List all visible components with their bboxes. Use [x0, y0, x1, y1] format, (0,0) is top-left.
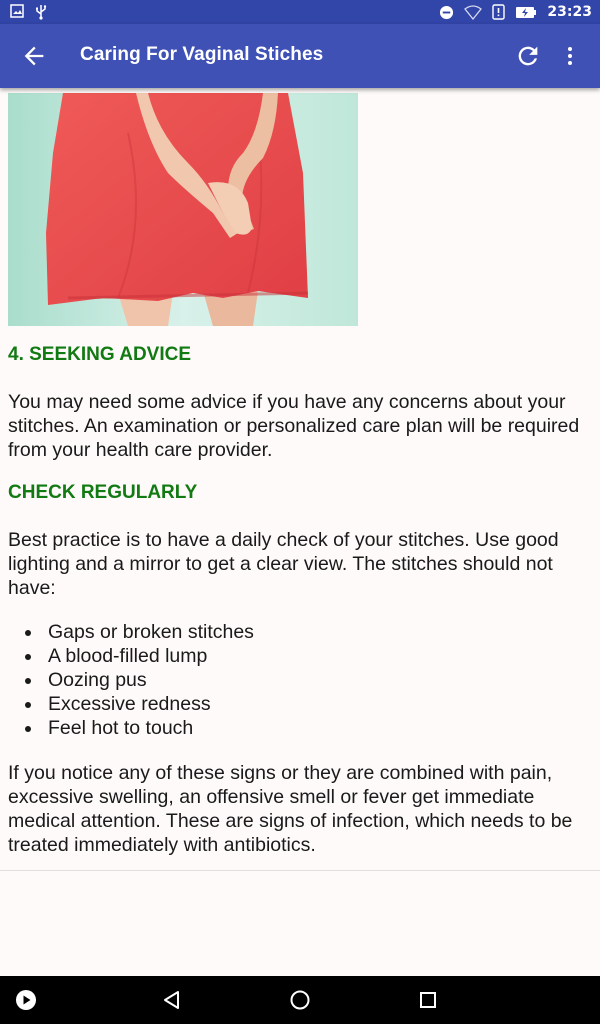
- back-triangle-icon[interactable]: [160, 988, 184, 1012]
- page-title: Caring For Vaginal Stiches: [80, 44, 324, 65]
- warning-signs-list: [8, 620, 254, 740]
- refresh-icon[interactable]: [514, 42, 542, 70]
- back-arrow-icon[interactable]: [20, 42, 48, 70]
- more-vert-icon[interactable]: [558, 42, 582, 70]
- article-photo: [8, 93, 358, 326]
- list-item: Gaps or broken stitches: [48, 621, 254, 643]
- section-heading: 4. SEEKING ADVICE: [8, 344, 192, 365]
- article-content[interactable]: [0, 88, 600, 871]
- status-bar: [0, 0, 600, 24]
- list-item: Feel hot to touch: [48, 716, 254, 740]
- list-item: Excessive redness: [48, 692, 254, 716]
- app-bar: [0, 24, 600, 88]
- check-paragraph: Best practice is to have a daily check of your stitches. Use good lighting and a mirror to get a clear view. The stitches should not have:: [8, 529, 559, 599]
- home-circle-icon[interactable]: [288, 988, 312, 1012]
- image-icon: [10, 4, 24, 18]
- list-item: Oozing pus: [48, 668, 254, 692]
- check-heading: CHECK REGULARLY: [8, 482, 198, 503]
- recents-square-icon[interactable]: [416, 988, 440, 1012]
- closing-paragraph: If you notice any of these signs or they are combined with pain, excessive swelling, an offensive smell or fever get immediate medical attention. These are signs of infection, which needs to be treated immediately with antibiotics.: [8, 762, 573, 856]
- usb-icon: [34, 4, 48, 20]
- list-item: A blood-filled lump: [48, 644, 254, 668]
- do-not-disturb-icon: [439, 5, 454, 20]
- battery-charging-icon: [515, 6, 537, 19]
- wifi-icon: [464, 5, 482, 20]
- status-clock: 23:23: [547, 4, 592, 20]
- notification-icon: [492, 4, 505, 20]
- system-nav-bar: [0, 976, 600, 1024]
- play-icon[interactable]: [14, 988, 38, 1012]
- advice-paragraph: You may need some advice if you have any concerns about your stitches. An examination or personalized care plan will be required from your health care provider.: [8, 391, 580, 461]
